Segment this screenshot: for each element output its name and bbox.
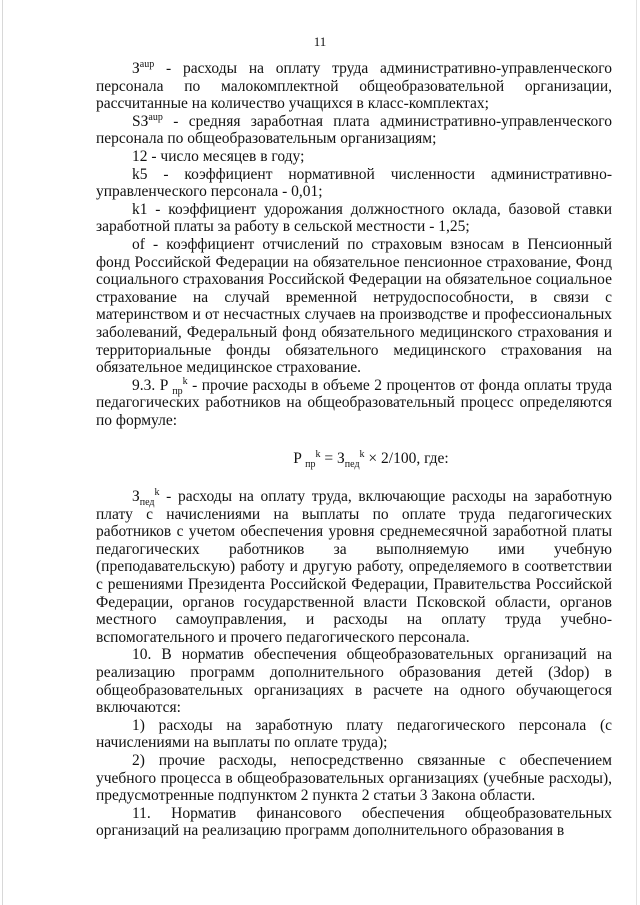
formula-tail: × 2/100, где: bbox=[364, 450, 449, 468]
subscript-ped: пед bbox=[344, 459, 360, 471]
superscript-k: k bbox=[154, 486, 160, 498]
symbol-p: P bbox=[293, 450, 302, 468]
symbol-p: P bbox=[159, 376, 168, 394]
superscript-aup: aup bbox=[148, 111, 163, 123]
paragraph-text: - прочие расходы в объеме 2 процентов от фонда оплаты труда педагогических работников на общеобразовательный процесс определяются по формуле: bbox=[96, 376, 612, 429]
subscript-pr: пр bbox=[172, 385, 183, 397]
superscript-k: k bbox=[359, 449, 365, 461]
page-number: 11 bbox=[313, 34, 327, 49]
document-body bbox=[96, 60, 612, 840]
paragraph-11: 11. Норматив финансового обеспечения общеобразовательных организаций на реализацию программ дополнительного образования в bbox=[96, 804, 612, 840]
paragraph-10: 10. В норматив обеспечения общеобразовательных организаций на реализацию программ дополнительного образования детей (Зdop) в общеобразовательных организациях в расчете на одного обучающегося включаются: bbox=[96, 646, 612, 717]
superscript-k: k bbox=[182, 375, 188, 387]
symbol-z: З bbox=[132, 488, 140, 506]
paragraph-9-3 bbox=[96, 377, 612, 430]
superscript-k: k bbox=[315, 449, 321, 461]
scan-edge-left bbox=[2, 0, 3, 905]
symbol-z: З bbox=[140, 112, 149, 130]
paragraph-z-ped bbox=[96, 488, 612, 646]
paragraph-text: - расходы на оплату труда административно-управленческого персонала по малокомплектной общеобразовательной организации, рассчитанные на количество учащихся в класс-комплектах; bbox=[96, 60, 612, 113]
paragraph-text: - средняя заработная плата административно-управленческого персонала по общеобразовательным организациям; bbox=[96, 112, 612, 148]
symbol-z: З bbox=[337, 450, 345, 468]
formula bbox=[96, 449, 612, 471]
subscript-pr: пр bbox=[305, 459, 316, 471]
superscript-aup: aup bbox=[139, 58, 155, 70]
paragraph-text: - расходы на оплату труда, включающие расходы на заработную плату с начислениями на выплаты по оплате труда педагогических работников с учетом обеспечения уровня среднемесячной заработной платы педагогических работников за выполняемую ими учебную (преподавательскую) работу и другую работу, определяемого в соответствии с решениями Президента Российской Федерации, Правительства Российской Федерации, органов государственной власти Псковской области, органов местного самоуправления, и расходы на оплату труда учебно-вспомогательного и прочего педагогического персонала. bbox=[96, 488, 612, 646]
paragraph-sz-aup bbox=[96, 113, 612, 148]
paragraph-10-2: 2) прочие расходы, непосредственно связанные с обеспечением учебного процесса в общеобразовательных организациях (учебные расходы), предусмотренные подпунктом 2 пункта 2 статьи 3 Закона области. bbox=[96, 751, 612, 805]
paragraph-z-aup bbox=[96, 60, 612, 113]
paragraph-k1: k1 - коэффициент удорожания должностного оклада, базовой ставки заработной платы за работу в сельской местности - 1,25; bbox=[96, 200, 612, 236]
paragraph-of: of - коэффициент отчислений по страховым взносам в Пенсионный фонд Российской Федерации на обязательное пенсионное страхование, Фонд социального страхования Российской Федерации на обязательное социальное страхование на случай временной нетрудоспособности, в связи с материнством и от несчастных случаев на производстве и профессиональных заболеваний, Федеральный фонд обязательного медицинского страхования и территориальные фонды обязательного медицинского страхования на обязательное медицинское страхование. bbox=[96, 235, 612, 377]
paragraph-k5: k5 - коэффициент нормативной численности административно-управленческого персонала - 0,01; bbox=[96, 165, 612, 201]
subscript-ped: пед bbox=[139, 497, 155, 509]
symbol-z: З bbox=[132, 60, 140, 77]
symbol-s: S bbox=[132, 112, 141, 130]
scan-edge-right bbox=[636, 0, 637, 905]
paragraph-10-1: 1) расходы на заработную плату педагогического персонала (с начислениями на выплаты по оплате труда); bbox=[96, 716, 612, 752]
formula-equals: = bbox=[320, 450, 338, 468]
paragraph-months: 12 - число месяцев в году; bbox=[132, 147, 305, 165]
item-number: 9.3. bbox=[132, 376, 160, 394]
